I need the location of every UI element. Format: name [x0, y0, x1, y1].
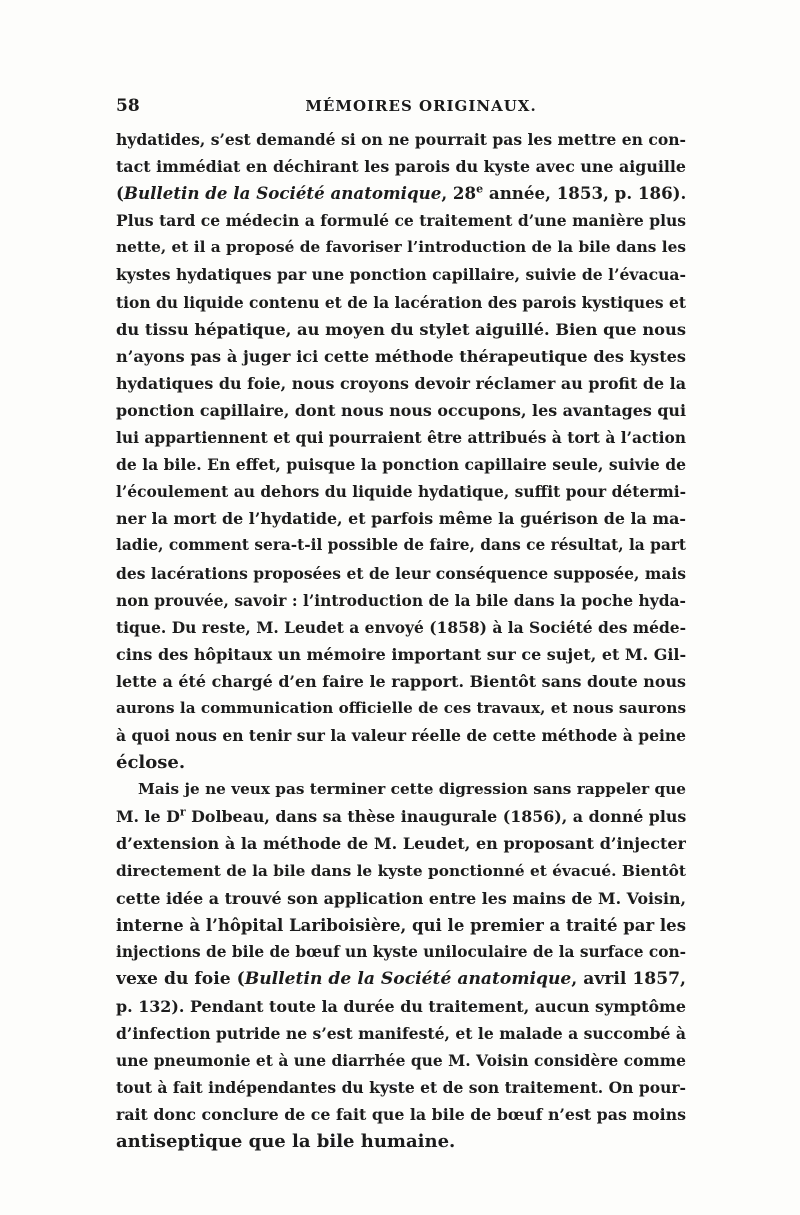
- text-line: une pneumonie et à une diarrhée que M. Voisin considère comme: [116, 1051, 686, 1071]
- text-line: hydatides, s’est demandé si on ne pourrait pas les mettre en con-: [116, 130, 686, 149]
- text-line: [116, 803, 686, 830]
- text-run: , 28: [441, 183, 477, 204]
- italic-citation: Bulletin de la Société anatomique: [244, 968, 572, 989]
- text-line: injections de bile de bœuf un kyste uniloculaire de la surface con-: [116, 942, 686, 961]
- text-line: interne à l’hôpital Lariboisière, qui le premier a traité par les: [116, 914, 686, 935]
- text-line: tion du liquide contenu et de la lacération des parois kystiques et: [116, 292, 686, 312]
- text-run: M. le D: [116, 807, 180, 827]
- text-run: année, 1853, p. 186).: [483, 183, 686, 204]
- text-line: Plus tard ce médecin a formulé ce traitement d’une manière plus: [116, 211, 686, 231]
- text-line: n’ayons pas à juger ici cette méthode thérapeutique des kystes: [116, 346, 686, 366]
- body-text: [116, 126, 686, 1156]
- text-line: tique. Du reste, M. Leudet a envoyé (1858) à la Société des méde-: [116, 617, 686, 637]
- text-line: d’infection putride ne s’est manifesté, et le malade a succombé à: [116, 1024, 686, 1044]
- text-line: Mais je ne veux pas terminer cette digression sans rappeler que: [138, 780, 686, 799]
- text-run: Dolbeau, dans sa thèse inaugurale (1856), a donné plus: [185, 807, 686, 827]
- running-head: [116, 96, 686, 122]
- text-line: d’extension à la méthode de M. Leudet, en proposant d’injecter: [116, 834, 686, 854]
- text-line: lette a été chargé d’en faire le rapport. Bientôt sans doute nous: [116, 671, 686, 691]
- text-line: non prouvée, savoir : l’introduction de la bile dans la poche hyda-: [116, 590, 686, 610]
- text-line: tact immédiat en déchirant les parois du kyste avec une aiguille: [116, 157, 686, 177]
- text-line: cette idée a trouvé son application entre les mains de M. Voisin,: [116, 888, 686, 908]
- text-line: ner la mort de l’hydatide, et parfois même la guérison de la ma-: [116, 509, 686, 529]
- text-line: p. 132). Pendant toute la durée du traitement, aucun symptôme: [116, 997, 686, 1016]
- text-line: antiseptique que la bile humaine.: [116, 1131, 456, 1153]
- text-run: (: [116, 183, 124, 204]
- text-run: , avril 1857,: [571, 968, 686, 989]
- superscript: e: [476, 182, 484, 196]
- text-line: éclose.: [116, 752, 186, 774]
- italic-citation: Bulletin de la Société anatomique: [123, 183, 442, 204]
- text-line: l’écoulement au dehors du liquide hydatique, suffit pour détermi-: [116, 482, 686, 502]
- superscript: r: [179, 806, 186, 820]
- text-line: du tissu hépatique, au moyen du stylet aiguillé. Bien que nous: [116, 319, 686, 339]
- text-line: [116, 966, 686, 993]
- text-line: ladie, comment sera-t-il possible de faire, dans ce résultat, la part: [116, 536, 686, 555]
- text-line: directement de la bile dans le kyste ponctionné et évacué. Bientôt: [116, 861, 686, 880]
- text-line: tout à fait indépendantes du kyste et de son traitement. On pour-: [116, 1078, 686, 1098]
- text-line: nette, et il a proposé de favoriser l’introduction de la bile dans les: [116, 238, 686, 257]
- text-line: aurons la communication officielle de ces travaux, et nous saurons: [116, 698, 686, 717]
- text-line: lui appartiennent et qui pourraient être attribués à tort à l’action: [116, 428, 686, 448]
- text-line: des lacérations proposées et de leur conséquence supposée, mais: [116, 563, 686, 583]
- running-title: MÉMOIRES ORIGINAUX.: [305, 97, 537, 115]
- text-line: rait donc conclure de ce fait que la bile de bœuf n’est pas moins: [116, 1105, 686, 1125]
- text-line: ponction capillaire, dont nous nous occupons, les avantages qui: [116, 400, 686, 420]
- text-run: vexe du foie (: [116, 968, 245, 989]
- text-line: cins des hôpitaux un mémoire important sur ce sujet, et M. Gil-: [116, 644, 686, 664]
- text-line: à quoi nous en tenir sur la valeur réelle de cette méthode à peine: [116, 726, 686, 746]
- text-line: hydatiques du foie, nous croyons devoir réclamer au profit de la: [116, 373, 686, 393]
- text-line: [116, 180, 686, 207]
- page-number: 58: [116, 96, 140, 116]
- text-line: de la bile. En effet, puisque la ponction capillaire seule, suivie de: [116, 455, 686, 475]
- text-line: kystes hydatiques par une ponction capillaire, suivie de l’évacua-: [116, 265, 686, 285]
